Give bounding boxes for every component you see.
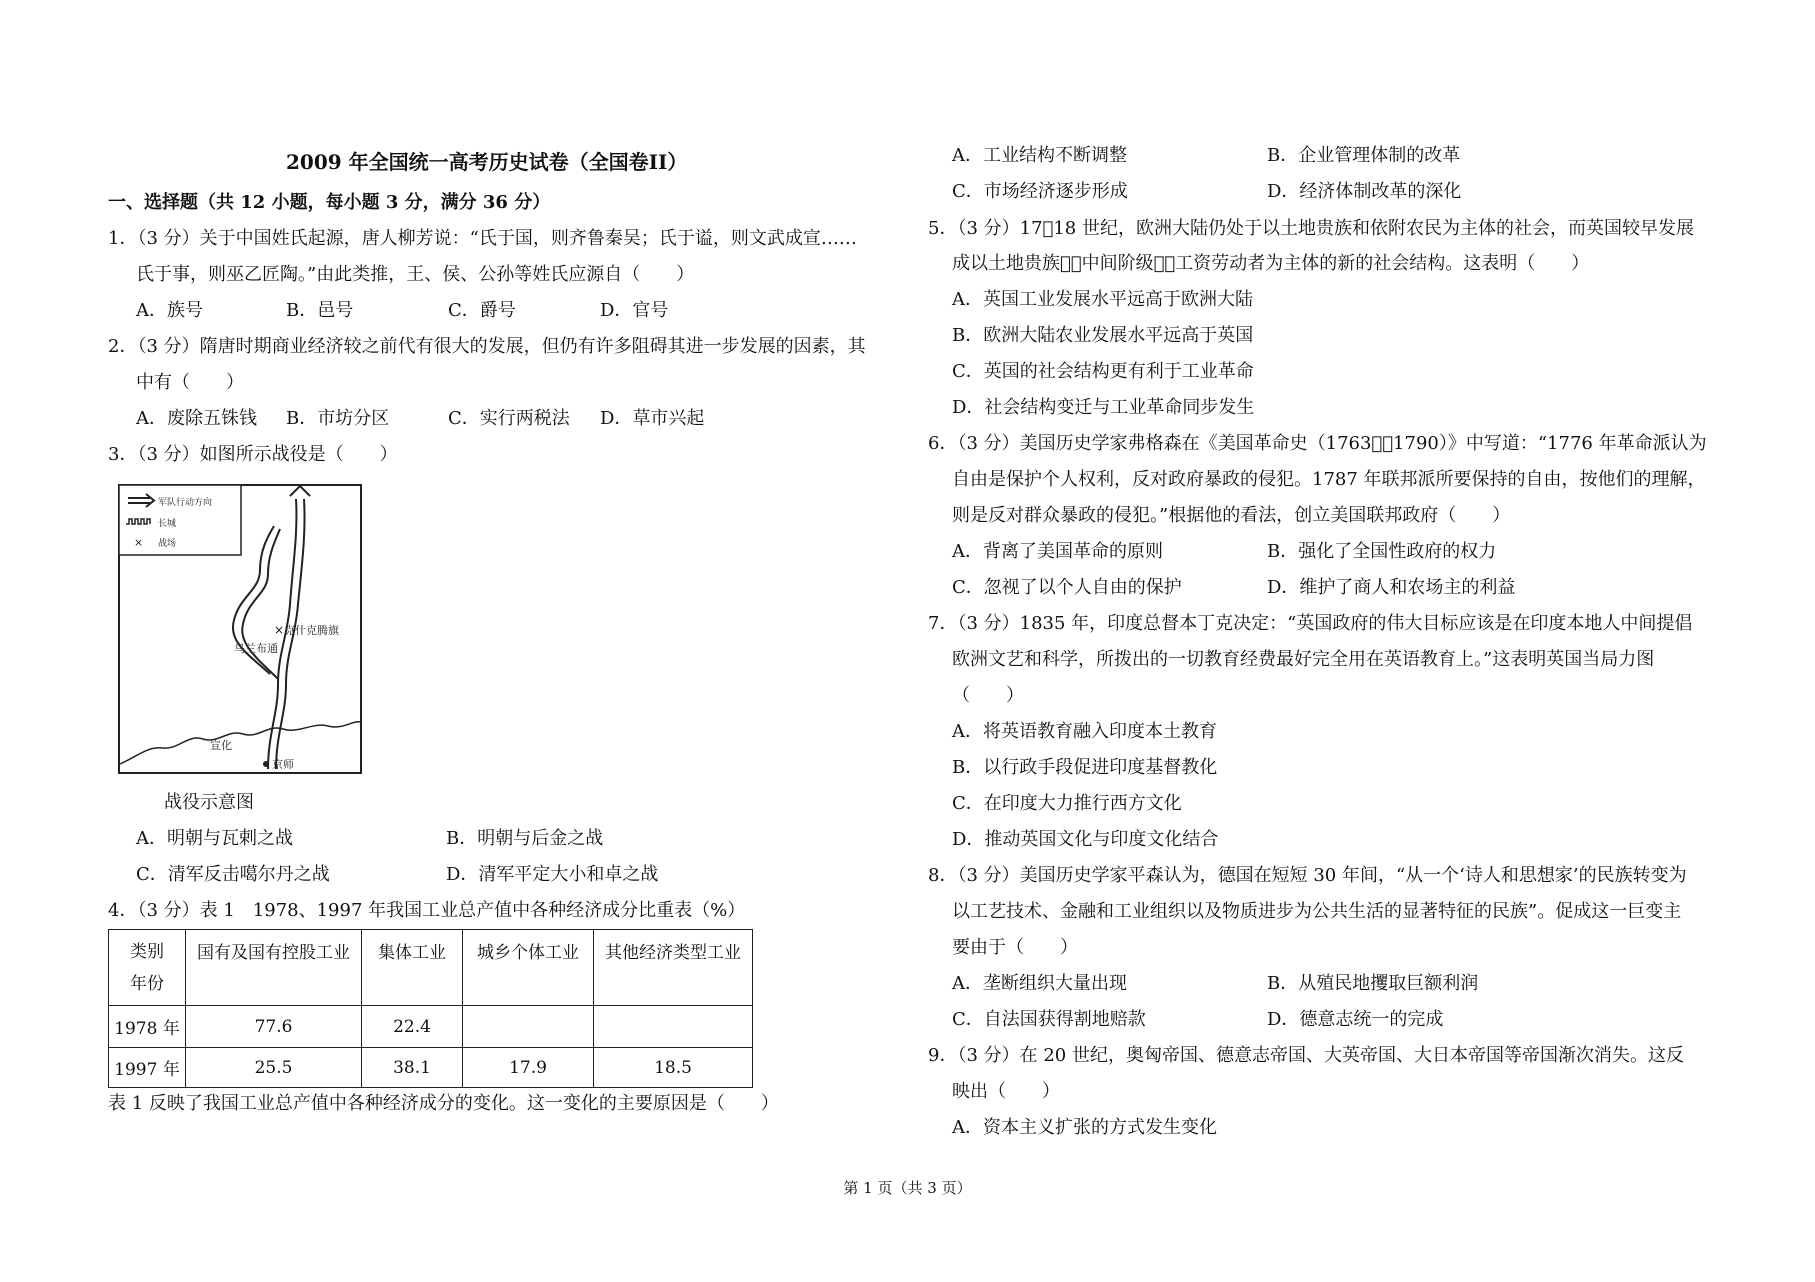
q6-option-d: D．维护了商人和农场主的利益 xyxy=(1267,577,1516,598)
q1-option-c: C．爵号 xyxy=(448,300,516,321)
question-7-line2: 欧洲文艺和科学，所拨出的一切教育经费最好完全用在英语教育上。”这表明英国当局力图 xyxy=(952,649,1655,670)
question-5-line1: 5．（3 分）17󰊧18 世纪，欧洲大陆仍处于以土地贵族和依附农民为主体的社会，而英国较早发展 xyxy=(928,218,1694,239)
economic-share-table xyxy=(108,929,753,1088)
q3-option-c: C．清军反击噶尔丹之战 xyxy=(136,864,330,885)
q8-option-c: C．自法国获得割地赔款 xyxy=(952,1009,1146,1030)
table-header-cell: 集体工业 xyxy=(362,930,463,1006)
question-7-line1: 7．（3 分）1835 年，印度总督本丁克决定：“英国政府的伟大目标应该是在印度本地人中间提倡 xyxy=(928,613,1693,634)
corner-label-year: 年份 xyxy=(130,973,164,994)
map-label-wulanbutong: 乌兰布通 xyxy=(234,642,278,655)
q5-option-d: D．社会结构变迁与工业革命同步发生 xyxy=(952,397,1255,418)
q1-option-a: A．族号 xyxy=(136,300,203,321)
question-1-line1: 1．（3 分）关于中国姓氏起源，唐人柳芳说：“氏于国，则齐鲁秦吴；氏于谥，则文武成宣…… xyxy=(108,228,857,249)
q3-option-b: B．明朝与后金之战 xyxy=(446,828,604,849)
table-row xyxy=(109,1006,753,1048)
q1-option-d: D．官号 xyxy=(600,300,669,321)
q3-option-a: A．明朝与瓦剌之战 xyxy=(136,828,293,849)
section-heading: 一、选择题（共 12 小题，每小题 3 分，满分 36 分） xyxy=(108,192,551,213)
map-label-jingshi: 京师 xyxy=(272,758,294,771)
table-cell: 22.4 xyxy=(362,1006,463,1048)
q7-option-a: A．将英语教育融入印度本土教育 xyxy=(952,721,1217,742)
capital-dot-icon xyxy=(263,761,269,767)
q6-option-c: C．忽视了以个人自由的保护 xyxy=(952,577,1182,598)
q7-option-d: D．推动英国文化与印度文化结合 xyxy=(952,829,1219,850)
q7-option-b: B．以行政手段促进印度基督教化 xyxy=(952,757,1218,778)
question-2-line2: 中有（ ） xyxy=(136,372,244,393)
legend-label-army: 军队行动方向 xyxy=(158,498,213,508)
q3-option-d: D．清军平定大小和卓之战 xyxy=(446,864,659,885)
q4-option-a: A．工业结构不断调整 xyxy=(952,145,1127,166)
question-6-line2: 自由是保护个人权利，反对政府暴政的侵犯。1787 年联邦派所要保持的自由，按他们的理解， xyxy=(952,469,1706,490)
table-row-year: 1978 年 xyxy=(109,1006,186,1048)
q5-option-a: A．英国工业发展水平远高于欧洲大陆 xyxy=(952,289,1253,310)
legend-battle-icon: × xyxy=(134,536,144,549)
table-cell: 18.5 xyxy=(594,1048,753,1088)
table-header-cell: 国有及国有控股工业 xyxy=(186,930,362,1006)
q7-option-c: C．在印度大力推行西方文化 xyxy=(952,793,1182,814)
table-header-cell: 城乡个体工业 xyxy=(463,930,594,1006)
q2-option-c: C．实行两税法 xyxy=(448,408,570,429)
table-cell: 77.6 xyxy=(186,1006,362,1048)
table-cell xyxy=(594,1006,753,1048)
table-corner-cell xyxy=(109,930,186,1006)
battle-map xyxy=(118,484,362,774)
legend-label-battlefield: 战场 xyxy=(158,539,177,549)
q8-option-a: A．垄断组织大量出现 xyxy=(952,973,1127,994)
q5-option-b: B．欧洲大陆农业发展水平远高于英国 xyxy=(952,325,1254,346)
legend-label-wall: 长城 xyxy=(158,519,177,529)
table-cell xyxy=(463,1006,594,1048)
q4-option-b: B．企业管理体制的改革 xyxy=(1267,145,1461,166)
question-8-line2: 以工艺技术、金融和工业组织以及物质进步为公共生活的显著特征的民族”。促成这一巨变主 xyxy=(952,901,1682,922)
q8-option-b: B．从殖民地攫取巨额利润 xyxy=(1267,973,1479,994)
q1-option-b: B．邑号 xyxy=(286,300,354,321)
table-cell: 17.9 xyxy=(463,1048,594,1088)
q6-option-b: B．强化了全国性政府的权力 xyxy=(1267,541,1497,562)
table-cell: 38.1 xyxy=(362,1048,463,1088)
q6-option-a: A．背离了美国革命的原则 xyxy=(952,541,1163,562)
map-caption: 战役示意图 xyxy=(164,792,254,813)
question-4-line1: 4．（3 分）表 1 1978、1997 年我国工业总产值中各种经济成分比重表（%） xyxy=(108,900,746,921)
question-8-line1: 8．（3 分）美国历史学家平森认为，德国在短短 30 年间，“从一个‘诗人和思想家’的民族转变为 xyxy=(928,865,1687,886)
question-7-line3: （ ） xyxy=(952,685,1024,706)
table-header-row xyxy=(109,930,753,1006)
question-3-line1: 3．（3 分）如图所示战役是（ ） xyxy=(108,444,398,465)
question-6-line1: 6．（3 分）美国历史学家弗格森在《美国革命史（1763󰊧󰊧1790）》中写道：“1776 年革命派认为 xyxy=(928,433,1707,454)
table-header-cell: 其他经济类型工业 xyxy=(594,930,753,1006)
table-row xyxy=(109,1048,753,1088)
battlefield-marker-icon: × xyxy=(274,623,285,637)
question-9-line1: 9．（3 分）在 20 世纪，奥匈帝国、德意志帝国、大英帝国、大日本帝国等帝国渐次消失。这反 xyxy=(928,1045,1684,1066)
question-2-line1: 2．（3 分）隋唐时期商业经济较之前代有很大的发展，但仍有许多阻碍其进一步发展的因素，其 xyxy=(108,336,866,357)
table-cell: 25.5 xyxy=(186,1048,362,1088)
question-8-line3: 要由于（ ） xyxy=(952,937,1078,958)
q4-option-c: C．市场经济逐步形成 xyxy=(952,181,1128,202)
q4-option-d: D．经济体制改革的深化 xyxy=(1267,181,1462,202)
q8-option-d: D．德意志统一的完成 xyxy=(1267,1009,1444,1030)
q5-option-c: C．英国的社会结构更有利于工业革命 xyxy=(952,361,1254,382)
legend-wall-icon xyxy=(126,519,150,524)
map-label-keshiketengqi: 克什克腾旗 xyxy=(284,624,339,637)
page-footer: 第 1 页（共 3 页） xyxy=(843,1179,972,1197)
q2-option-b: B．市坊分区 xyxy=(286,408,390,429)
question-6-line3: 则是反对群众暴政的侵犯。”根据他的看法，创立美国联邦政府（ ） xyxy=(952,505,1511,526)
q2-option-a: A．废除五铢钱 xyxy=(136,408,257,429)
question-5-line2: 成以土地贵族󰊧󰊧中间阶级󰊧󰊧工资劳动者为主体的新的社会结构。这表明（ ） xyxy=(952,253,1590,274)
corner-label-category: 类别 xyxy=(130,941,164,962)
exam-title: 2009 年全国统一高考历史试卷（全国卷II） xyxy=(286,150,688,174)
question-4-after-table: 表 1 反映了我国工业总产值中各种经济成分的变化。这一变化的主要原因是（ ） xyxy=(108,1093,779,1114)
question-1-line2: 氏于事，则巫乙匠陶。”由此类推，王、侯、公孙等姓氏应源自（ ） xyxy=(136,264,695,285)
question-9-line2: 映出（ ） xyxy=(952,1081,1060,1102)
q9-option-a: A．资本主义扩张的方式发生变化 xyxy=(952,1117,1217,1138)
q2-option-d: D．草市兴起 xyxy=(600,408,705,429)
table-row-year: 1997 年 xyxy=(109,1048,186,1088)
map-label-xuanhua: 宣化 xyxy=(210,739,232,752)
